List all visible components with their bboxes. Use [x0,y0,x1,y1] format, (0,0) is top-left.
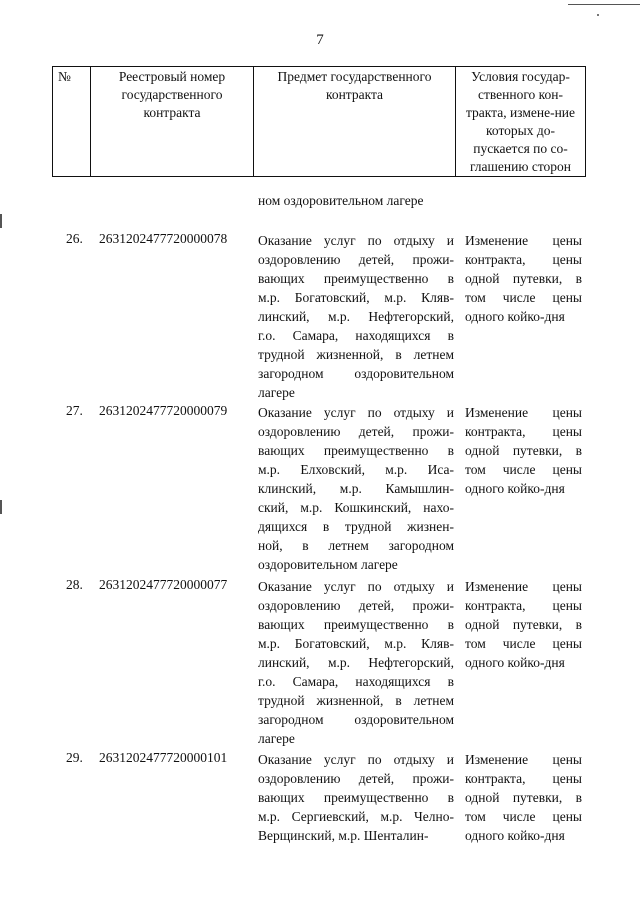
text-line: Изменение цены [465,233,582,248]
table-header [52,66,586,177]
text-line: загородном оздоровительном [258,366,454,381]
text-line: Оказание услуг по отдыху и [258,405,454,420]
text-line: оздоровлению детей, прожи- [258,424,454,439]
text-line: ский, м.р. Кошкинский, нахо- [258,500,454,515]
registry-number: 2631202477720000077 [99,577,228,592]
header-contract-conditions: Условия государ-ственного кон-тракта, измене-ние которых до-пускается по со-глашению сторон [456,67,586,177]
contract-conditions [465,577,582,672]
text-line: одного койко-дня [465,481,565,496]
contract-conditions [465,403,582,498]
text-line: том числе цены [465,809,582,824]
text-line: одной путевки, в [465,790,582,805]
text-line: вающих преимущественно в [258,790,454,805]
text-line: контракта, цены [465,771,582,786]
text-line: вающих преимущественно в [258,443,454,458]
text-line: Верщинский, м.р. Шенталин- [258,828,429,843]
row-number: 27. [66,403,83,418]
text-line: лагере [258,385,295,400]
text-line: одной путевки, в [465,617,582,632]
header-number: № [53,67,91,177]
text-line: оздоровлению детей, прожи- [258,252,454,267]
scan-artifact-line [568,4,640,5]
text-line: Оказание услуг по отдыху и [258,579,454,594]
text-line: Изменение цены [465,579,582,594]
registry-number: 2631202477720000078 [99,231,228,246]
registry-number: 2631202477720000101 [99,750,228,765]
text-line: г.о. Самара, находящихся в [258,674,454,689]
text-line: Оказание услуг по отдыху и [258,233,454,248]
text-line: том числе цены [465,636,582,651]
text-line: Изменение цены [465,405,582,420]
text-line: дящихся в трудной жизнен- [258,519,454,534]
registry-number: 2631202477720000079 [99,403,228,418]
text-line: оздоровительном лагере [258,557,398,572]
contract-subject [258,577,454,748]
text-line: одной путевки, в [465,271,582,286]
contract-conditions [465,231,582,326]
text-line: загородном оздоровительном [258,712,454,727]
text-line: вающих преимущественно в [258,271,454,286]
continued-text: ном оздоровительном лагере [258,193,424,208]
header-contract-subject: Предмет государственного контракта [254,67,456,177]
text-line: лагере [258,731,295,746]
text-line: клинский, м.р. Камышлин- [258,481,454,496]
binding-edge-mark [0,500,2,514]
text-line: оздоровлению детей, прожи- [258,771,454,786]
text-line: контракта, цены [465,424,582,439]
row-number: 28. [66,577,83,592]
text-line: одной путевки, в [465,443,582,458]
text-line: м.р. Богатовский, м.р. Кляв- [258,636,454,651]
text-line: одного койко-дня [465,655,565,670]
text-line: м.р. Сергиевский, м.р. Челно- [258,809,454,824]
text-line: Оказание услуг по отдыху и [258,752,454,767]
text-line: линский, м.р. Нефтегорский, [258,655,454,670]
text-line: г.о. Самара, находящихся в [258,328,454,343]
page-number: 7 [316,32,324,48]
text-line: трудной жизненной, в летнем [258,693,454,708]
text-line: контракта, цены [465,598,582,613]
binding-edge-mark [0,214,2,228]
contract-subject [258,403,454,574]
scan-artifact-dot [597,14,599,16]
text-line: одного койко-дня [465,309,565,324]
text-line: ной, в летнем загородном [258,538,454,553]
text-line: том числе цены [465,462,582,477]
text-line: Изменение цены [465,752,582,767]
text-line: оздоровлению детей, прожи- [258,598,454,613]
contract-subject [258,750,454,845]
text-line: м.р. Богатовский, м.р. Кляв- [258,290,454,305]
text-line: контракта, цены [465,252,582,267]
text-line: вающих преимущественно в [258,617,454,632]
text-line: том числе цены [465,290,582,305]
row-number: 26. [66,231,83,246]
text-line: линский, м.р. Нефтегорский, [258,309,454,324]
header-registry-number: Реестровый номер государственного контракта [91,67,254,177]
text-line: одного койко-дня [465,828,565,843]
text-line: м.р. Елховский, м.р. Иса- [258,462,454,477]
contract-conditions [465,750,582,845]
contract-subject [258,231,454,402]
text-line: трудной жизненной, в летнем [258,347,454,362]
row-number: 29. [66,750,83,765]
